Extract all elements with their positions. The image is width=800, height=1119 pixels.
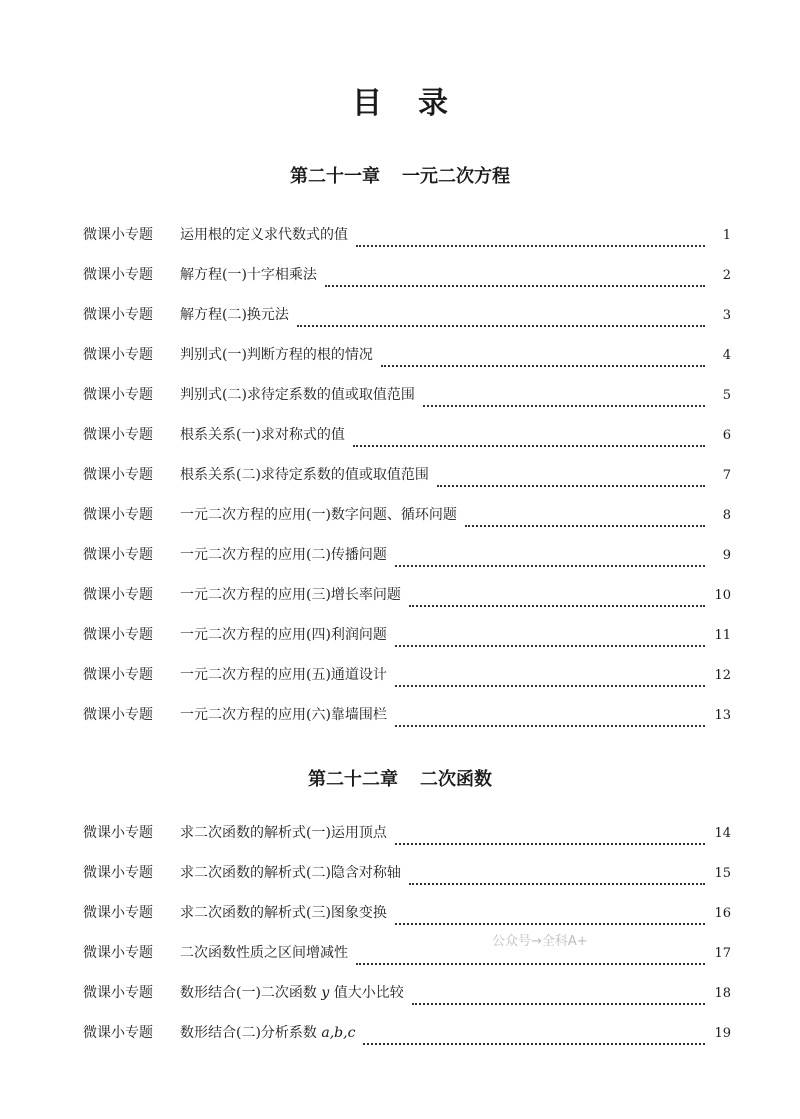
toc-entry-title: 二次函数性质之区间增减性: [180, 945, 348, 961]
toc-list-chapter-22: [83, 823, 731, 1063]
toc-entry-title: 运用根的定义求代数式的值: [180, 227, 348, 243]
toc-entry-title: 一元二次方程的应用(五)通道设计: [180, 667, 387, 683]
toc-entry-page: 17: [714, 946, 731, 961]
toc-entry-label: 微课小专题: [83, 865, 153, 881]
toc-entry-page: 12: [714, 668, 731, 683]
toc-entry-page: 16: [714, 906, 731, 921]
toc-entry-label: 微课小专题: [83, 905, 153, 921]
watermark: 公众号→全科A+: [492, 934, 588, 949]
math-variable: y: [321, 985, 330, 1001]
toc-entry-title-text: 数形结合(一)二次函数: [180, 985, 322, 1001]
toc-entry-label: 微课小专题: [83, 347, 153, 363]
dot-leader: [423, 405, 705, 407]
toc-entry-title: 根系关系(一)求对称式的值: [180, 427, 345, 443]
dot-leader: [395, 843, 705, 845]
chapter-heading-21: [0, 162, 800, 188]
toc-entry-label: 微课小专题: [83, 507, 153, 523]
toc-entry-label: 微课小专题: [83, 427, 153, 443]
toc-entry-title: 判别式(二)求待定系数的值或取值范围: [180, 387, 415, 403]
toc-entry[interactable]: [83, 705, 731, 745]
dot-leader: [409, 605, 705, 607]
dot-leader: [409, 883, 705, 885]
toc-entry[interactable]: [83, 903, 731, 943]
dot-leader: [356, 245, 705, 247]
chapter-number: 第二十二章: [308, 769, 398, 790]
dot-leader: [356, 963, 705, 965]
toc-entry-title: 解方程(一)十字相乘法: [180, 267, 317, 283]
toc-entry-title: [180, 983, 412, 1003]
toc-entry-title-text: 值大小比较: [329, 985, 404, 1001]
toc-entry-label: 微课小专题: [83, 825, 153, 841]
toc-entry-label: 微课小专题: [83, 587, 153, 603]
dot-leader: [381, 365, 705, 367]
toc-entry-title: 根系关系(二)求待定系数的值或取值范围: [180, 467, 429, 483]
toc-entry-page: 5: [722, 388, 731, 403]
toc-entry[interactable]: [83, 345, 731, 385]
toc-entry-title: 判别式(一)判断方程的根的情况: [180, 347, 373, 363]
dot-leader: [353, 445, 705, 447]
toc-entry-label: 微课小专题: [83, 387, 153, 403]
toc-entry-page: 1: [722, 228, 731, 243]
toc-entry[interactable]: [83, 265, 731, 305]
dot-leader: [297, 325, 705, 327]
toc-entry-label: 微课小专题: [83, 267, 153, 283]
chapter-title: 一元二次方程: [402, 166, 510, 187]
dot-leader: [325, 285, 705, 287]
toc-entry-title: 一元二次方程的应用(二)传播问题: [180, 547, 387, 563]
dot-leader: [395, 645, 705, 647]
toc-entry-title: 求二次函数的解析式(一)运用顶点: [180, 825, 387, 841]
toc-entry-label: 微课小专题: [83, 307, 153, 323]
toc-entry-page: 15: [714, 866, 731, 881]
dot-leader: [395, 685, 705, 687]
toc-entry[interactable]: [83, 585, 731, 625]
chapter-heading-22: [0, 765, 800, 791]
dot-leader: [412, 1003, 705, 1005]
toc-entry-title: 求二次函数的解析式(三)图象变换: [180, 905, 387, 921]
toc-entry[interactable]: [83, 863, 731, 903]
toc-entry-label: 微课小专题: [83, 227, 153, 243]
toc-entry-label: 微课小专题: [83, 1025, 153, 1041]
toc-entry-title-text: 数形结合(二)分析系数: [180, 1025, 322, 1041]
toc-entry-label: 微课小专题: [83, 707, 153, 723]
toc-entry[interactable]: [83, 465, 731, 505]
toc-entry[interactable]: [83, 425, 731, 465]
toc-entry[interactable]: [83, 305, 731, 345]
toc-entry[interactable]: [83, 1023, 731, 1063]
toc-entry[interactable]: [83, 225, 731, 265]
toc-entry-page: 4: [722, 348, 731, 363]
dot-leader: [395, 565, 705, 567]
toc-list-chapter-21: [83, 225, 731, 745]
toc-entry-page: 18: [714, 986, 731, 1001]
toc-entry-label: 微课小专题: [83, 627, 153, 643]
toc-entry-page: 13: [714, 708, 731, 723]
chapter-number: 第二十一章: [290, 166, 380, 187]
chapter-title: 二次函数: [420, 769, 492, 790]
toc-entry[interactable]: [83, 625, 731, 665]
toc-entry-page: 9: [722, 548, 731, 563]
toc-entry[interactable]: [83, 545, 731, 585]
toc-entry[interactable]: [83, 505, 731, 545]
toc-entry-page: 14: [714, 826, 731, 841]
toc-entry-title: 求二次函数的解析式(二)隐含对称轴: [180, 865, 401, 881]
toc-entry-page: 2: [722, 268, 731, 283]
page-title: 目录: [352, 86, 484, 121]
toc-entry-title: 一元二次方程的应用(一)数字问题、循环问题: [180, 507, 457, 523]
toc-entry[interactable]: [83, 665, 731, 705]
toc-entry-label: 微课小专题: [83, 467, 153, 483]
toc-entry-page: 10: [714, 588, 731, 603]
toc-entry-page: 6: [722, 428, 731, 443]
toc-entry[interactable]: [83, 823, 731, 863]
dot-leader: [395, 923, 705, 925]
dot-leader: [465, 525, 705, 527]
math-variable: a,b,c: [321, 1025, 356, 1041]
toc-entry-page: 7: [722, 468, 731, 483]
toc-entry-label: 微课小专题: [83, 945, 153, 961]
toc-entry-label: 微课小专题: [83, 667, 153, 683]
dot-leader: [395, 725, 705, 727]
toc-entry-title: 解方程(二)换元法: [180, 307, 289, 323]
toc-entry-page: 3: [722, 308, 731, 323]
toc-entry-page: 19: [714, 1026, 731, 1041]
toc-entry-label: 微课小专题: [83, 985, 153, 1001]
dot-leader: [437, 485, 705, 487]
toc-entry-title: 一元二次方程的应用(三)增长率问题: [180, 587, 401, 603]
toc-entry-page: 11: [714, 628, 731, 643]
toc-entry[interactable]: [83, 943, 731, 983]
toc-entry-title: 一元二次方程的应用(六)靠墙围栏: [180, 707, 387, 723]
toc-entry[interactable]: [83, 983, 731, 1023]
toc-entry-page: 8: [722, 508, 731, 523]
dot-leader: [363, 1043, 705, 1045]
toc-entry-title: [180, 1023, 363, 1043]
toc-entry-title: 一元二次方程的应用(四)利润问题: [180, 627, 387, 643]
toc-entry-label: 微课小专题: [83, 547, 153, 563]
toc-entry[interactable]: [83, 385, 731, 425]
